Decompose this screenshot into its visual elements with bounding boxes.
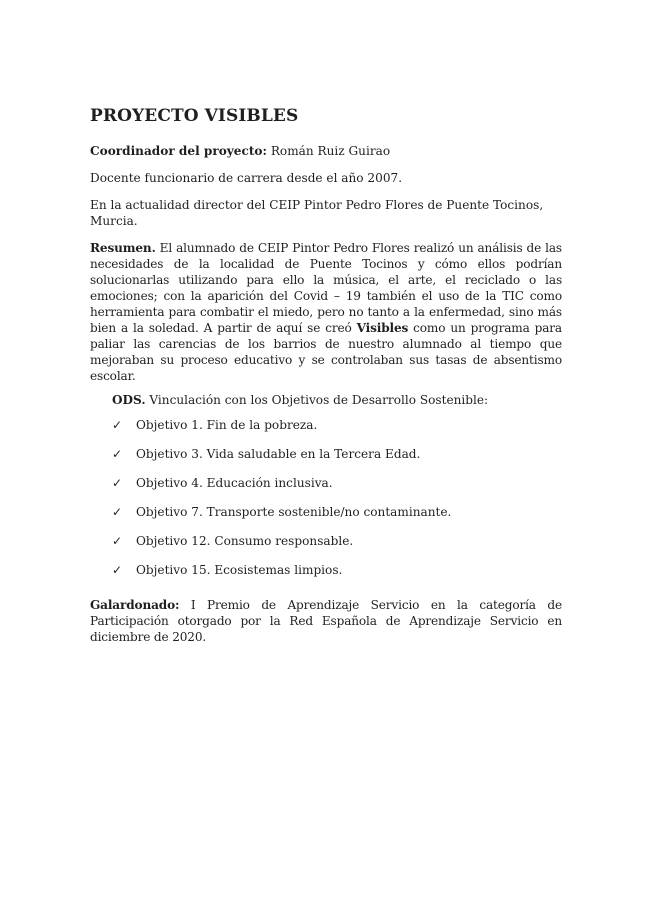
summary-text-part-2: como un programa para paliar las carencias de los barrios de nuestro alumnado al tiempo que mejoraban su proceso educativo y se controlaban sus tasas de absentismo escolar. [90, 321, 562, 383]
award-paragraph [90, 597, 562, 645]
teacher-info: Docente funcionario de carrera desde el año 2007. [90, 171, 403, 185]
list-item [112, 417, 562, 446]
checkmark-icon: ✓ [112, 418, 123, 432]
list-item-text: Objetivo 15. Ecosistemas limpios. [136, 563, 343, 577]
list-item [112, 504, 562, 533]
coordinator-name: Román Ruiz Guirao [270, 144, 391, 158]
checkmark-icon: ✓ [112, 534, 123, 548]
list-item [112, 446, 562, 475]
director-info: En la actualidad director del CEIP Pintor Pedro Flores de Puente Tocinos, Murcia. [90, 198, 544, 228]
coordinator-line [90, 143, 562, 159]
list-item [112, 475, 562, 504]
list-item-text: Objetivo 12. Consumo responsable. [136, 534, 354, 548]
list-item-text: Objetivo 7. Transporte sostenible/no contaminante. [136, 505, 452, 519]
ods-text: Vinculación con los Objetivos de Desarrollo Sostenible: [149, 393, 489, 407]
checkmark-icon: ✓ [112, 505, 123, 519]
checkmark-icon: ✓ [112, 447, 123, 461]
list-item [112, 533, 562, 562]
list-item-text: Objetivo 4. Educación inclusiva. [136, 476, 333, 490]
summary-text-part-1: El alumnado de CEIP Pintor Pedro Flores realizó un análisis de las necesidades de la localidad de Puente Tocinos y cómo ellos podrían solucionarlas utilizando para ello la música, el arte, el reciclado o las emociones; con la aparición del Covid – 19 también el uso de la TIC como herramienta para combatir el miedo, pero no tanto a la enfermedad, sino más bien a la soledad. A partir de aquí se creó [90, 241, 562, 335]
summary-paragraph [90, 240, 562, 384]
coordinator-label: Coordinador del proyecto: [90, 144, 267, 158]
checkmark-icon: ✓ [112, 563, 123, 577]
ods-checklist [112, 417, 562, 591]
ods-label: ODS. [112, 393, 146, 407]
summary-emphasis: Visibles [356, 321, 409, 335]
ods-intro [112, 392, 562, 408]
award-label: Galardonado: [90, 598, 180, 612]
summary-label: Resumen. [90, 241, 156, 255]
list-item [112, 562, 562, 591]
list-item-text: Objetivo 1. Fin de la pobreza. [136, 418, 318, 432]
document-page [90, 104, 562, 645]
checkmark-icon: ✓ [112, 476, 123, 490]
award-text: I Premio de Aprendizaje Servicio en la categoría de Participación otorgado por la Red Española de Aprendizaje Servicio en diciembre de 2020. [90, 598, 562, 644]
list-item-text: Objetivo 3. Vida saludable en la Tercera Edad. [136, 447, 421, 461]
page-title: PROYECTO VISIBLES [90, 106, 299, 126]
